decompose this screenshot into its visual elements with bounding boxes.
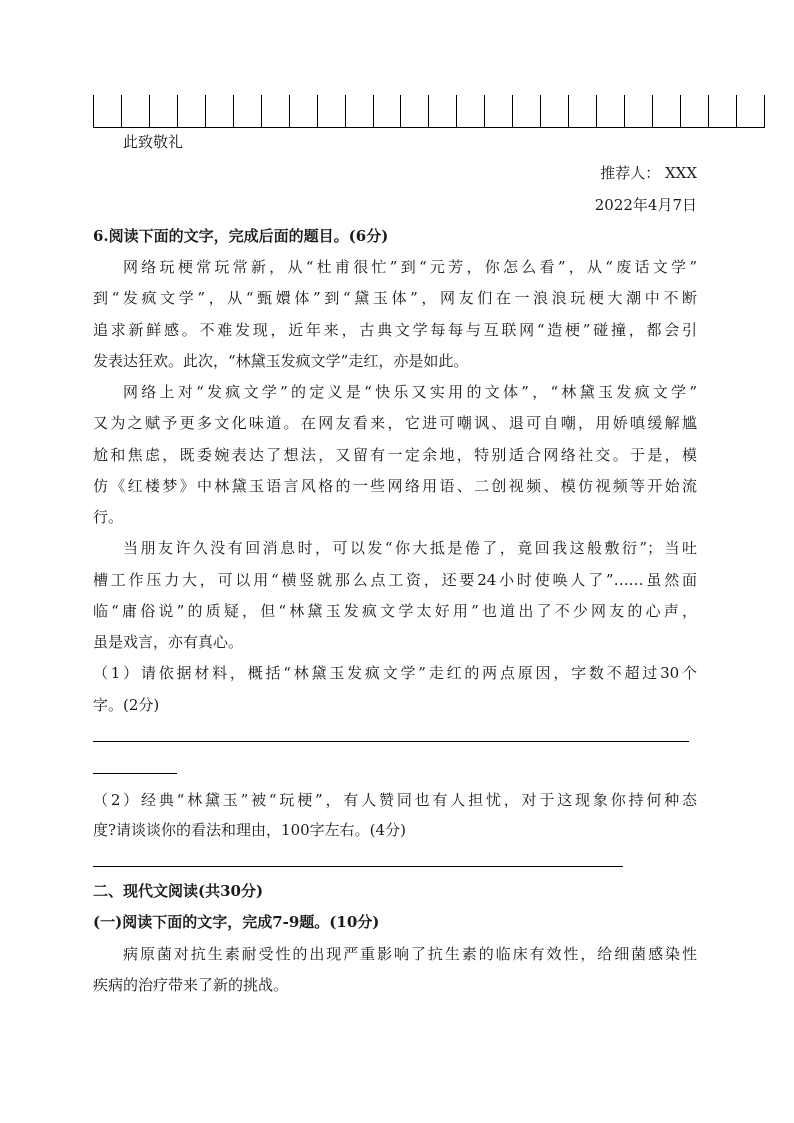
grid-cell	[680, 95, 708, 127]
grid-cell	[512, 95, 540, 127]
question-6-title: 6.阅读下面的文字，完成后面的题目。(6分)	[93, 227, 389, 245]
grid-cell	[624, 95, 652, 127]
paragraph-line: 疾病的治疗带来了新的挑战。	[93, 976, 289, 994]
grid-cell	[596, 95, 624, 127]
paragraph-line: 发表达狂欢。此次，“林黛玉发疯文学”走红，亦是如此。	[93, 352, 469, 370]
paragraph-line: 追求新鲜感。不难发现，近年来，古典文学每每与互联网“造梗”碰撞，都会引	[93, 321, 697, 339]
recommender: 推荐人： XXX	[600, 164, 697, 182]
paragraph-line: 网络玩梗常玩常新，从“杜甫很忙”到“元芳，你怎么看”，从“废话文学”	[123, 258, 697, 276]
letter-date: 2022年4月7日	[594, 196, 697, 214]
section-2-title: 二、现代文阅读(共30分)	[93, 882, 264, 900]
grid-cell	[373, 95, 401, 127]
section-2-subtitle: (一)阅读下面的文字，完成7-9题。(10分)	[93, 913, 380, 931]
grid-cell	[345, 95, 373, 127]
paragraph-line: 到“发疯文学”，从“甄嬛体”到“黛玉体”，网友们在一浪浪玩梗大潮中不断	[93, 289, 697, 307]
subquestion-1-line: （1）请依据材料，概括“林黛玉发疯文学”走红的两点原因，字数不超过30个	[93, 664, 697, 682]
grid-cell	[484, 95, 512, 127]
grid-cell	[233, 95, 261, 127]
answer-line[interactable]	[93, 773, 177, 774]
grid-cell	[736, 95, 765, 127]
grid-cell	[289, 95, 317, 127]
paragraph-line: 仿《红楼梦》中林黛玉语言风格的一些网络用语、二创视频、模仿视频等开始流	[93, 477, 697, 495]
answer-grid-row	[93, 95, 765, 128]
grid-cell	[121, 95, 149, 127]
grid-cell	[93, 95, 121, 127]
grid-cell	[568, 95, 596, 127]
paragraph-line: 病原菌对抗生素耐受性的出现严重影响了抗生素的临床有效性，给细菌感染性	[123, 945, 697, 963]
grid-cell	[317, 95, 345, 127]
subquestion-1-line: 字。(2分)	[93, 696, 160, 714]
paragraph-line: 当朋友许久没有回消息时，可以发“你大抵是倦了，竟回我这般敷衍”；当吐	[123, 539, 697, 557]
grid-cell	[540, 95, 568, 127]
paragraph-line: 虽是戏言，亦有真心。	[93, 633, 244, 651]
subquestion-2-line: 度?请谈谈你的看法和理由，100字左右。(4分)	[93, 821, 406, 839]
grid-cell	[428, 95, 456, 127]
paragraph-line: 临“庸俗说”的质疑，但“林黛玉发疯文学太好用”也道出了不少网友的心声，	[93, 602, 697, 620]
grid-cell	[177, 95, 205, 127]
answer-line[interactable]	[93, 866, 623, 867]
paragraph-line: 又为之赋予更多文化味道。在网友看来，它进可嘲讽、退可自嘲，用娇嗔缓解尴	[93, 414, 697, 432]
grid-cell	[708, 95, 736, 127]
answer-line[interactable]	[93, 741, 689, 742]
grid-cell	[261, 95, 289, 127]
paragraph-line: 槽工作压力大，可以用“横竖就那么点工资，还要24小时使唤人了”……虽然面	[93, 571, 697, 589]
paragraph-line: 尬和焦虑，既委婉表达了想法，又留有一定余地，特别适合网络社交。于是，模	[93, 446, 697, 464]
grid-cell	[456, 95, 484, 127]
paragraph-line: 行。	[93, 508, 124, 526]
closing-text: 此致敬礼	[123, 133, 184, 151]
grid-cell	[205, 95, 233, 127]
grid-cell	[400, 95, 428, 127]
grid-cell	[149, 95, 177, 127]
grid-cell	[652, 95, 680, 127]
paragraph-line: 网络上对“发疯文学”的定义是“快乐又实用的文体”，“林黛玉发疯文学”	[123, 383, 697, 401]
subquestion-2-line: （2）经典“林黛玉”被“玩梗”，有人赞同也有人担忧，对于这现象你持何种态	[93, 791, 697, 809]
